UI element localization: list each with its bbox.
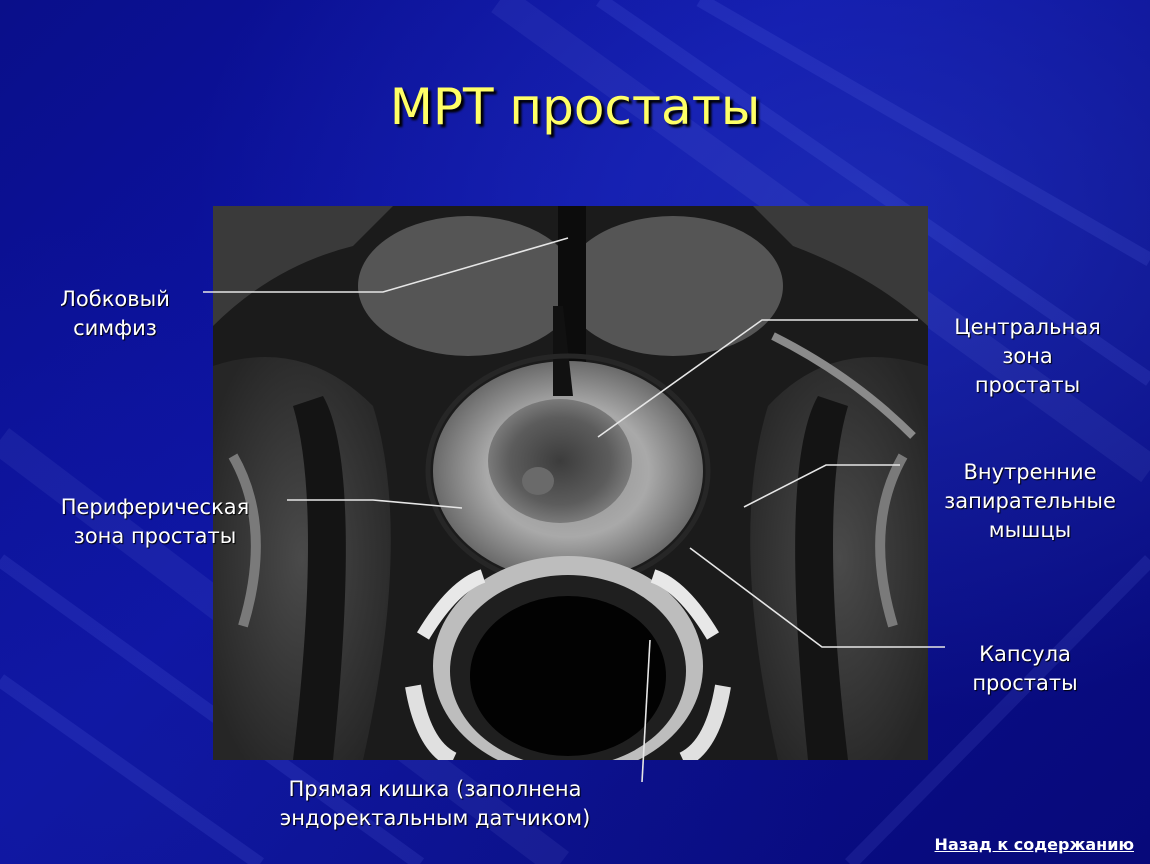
label-peripheral-zone: Периферическая зона простаты — [60, 495, 250, 548]
label-central-zone: Центральная зона простаты — [954, 315, 1101, 397]
mri-image — [213, 206, 928, 760]
label-rectum: Прямая кишка (заполнена эндоректальным датчиком) — [279, 777, 591, 830]
back-to-contents-link[interactable]: Назад к содержанию — [934, 835, 1134, 854]
label-capsule: Капсула простаты — [972, 642, 1078, 695]
label-pubic-symphysis: Лобковый симфиз — [60, 287, 170, 340]
label-obturator-muscles: Внутренние запирательные мышцы — [944, 460, 1116, 542]
slide-title: МРТ простаты — [389, 78, 761, 136]
